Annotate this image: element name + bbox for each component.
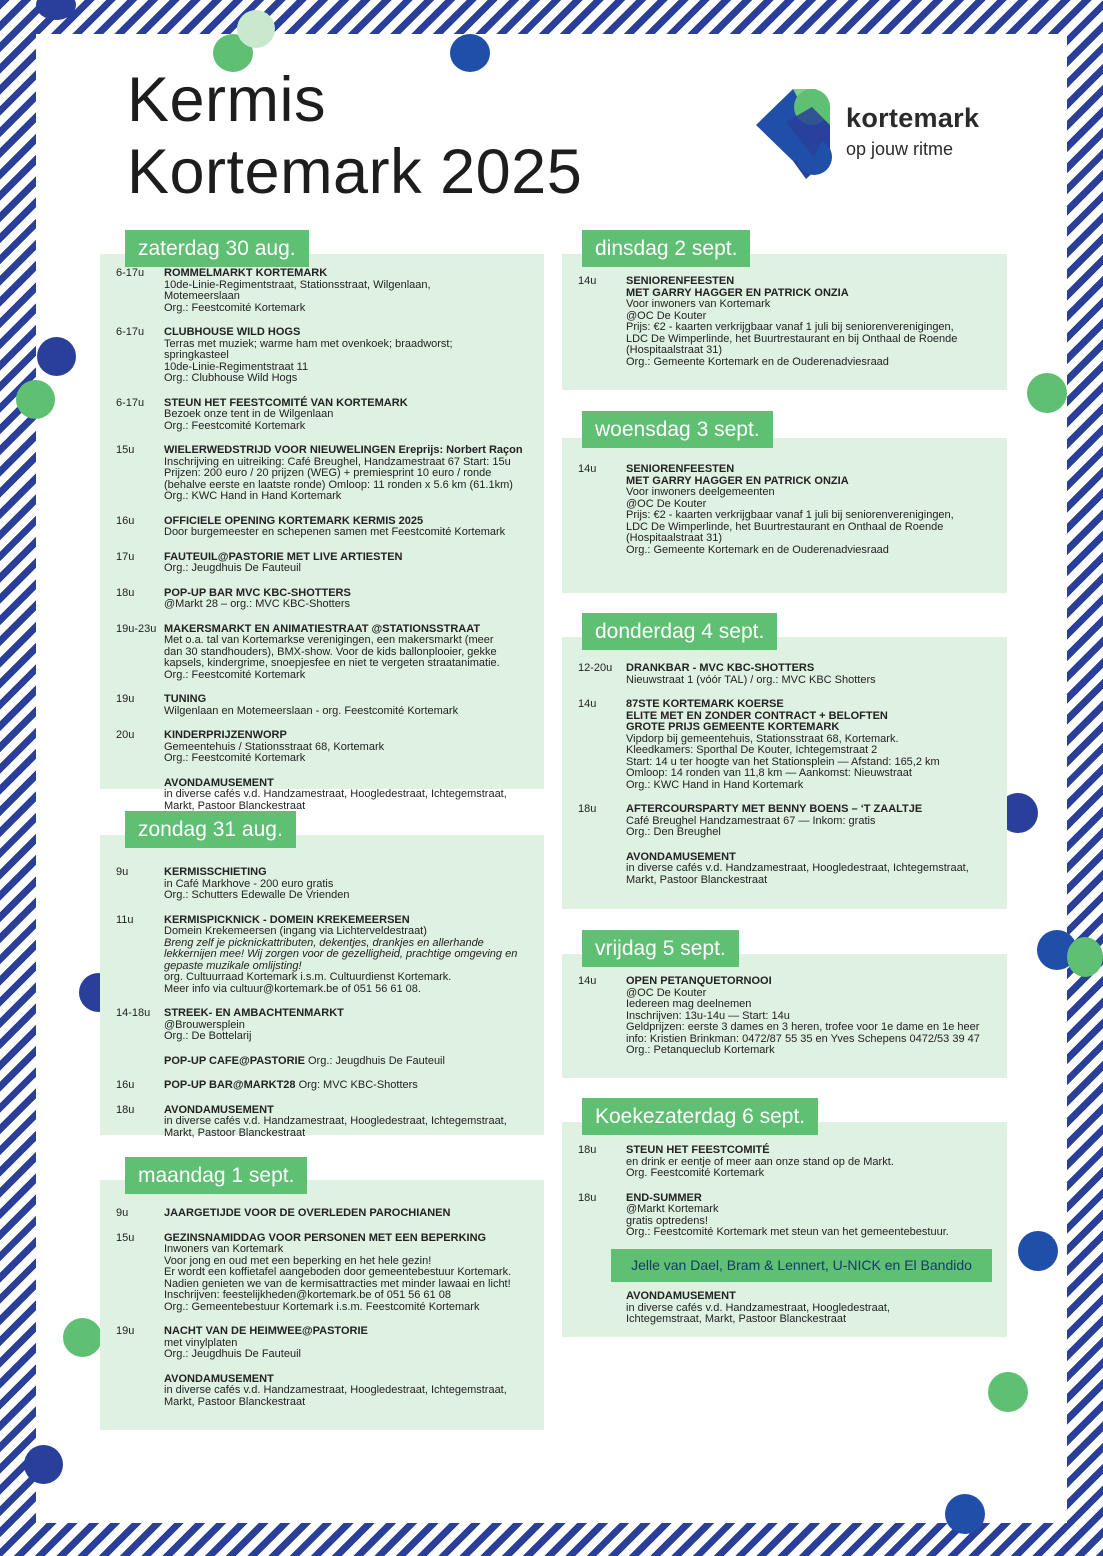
event-item (116, 1374, 546, 1409)
decor-dot (1027, 373, 1067, 413)
event-name: STREEK- EN AMBACHTENMARKT (164, 1007, 344, 1019)
event-name: TUNING (164, 693, 207, 705)
event-desc: Voor inwoners deelgemeenten @OC De Kouter Prijs: €2 - kaarten verkrijgbaar vanaf 1 juli bij seniorenverenigingen, LDC De Wimperlinde, het Buurtrestaurant en Onthaal de Roende (Hospitaalstraat 31) Org.: Gemeente Kortemark en de Ouderenadviesraad (626, 486, 954, 556)
decor-dot (1018, 1231, 1058, 1271)
event-time: 14-18u (116, 1007, 151, 1019)
event-item (116, 867, 546, 902)
event-desc: met vinylplaten Org.: Jeugdhuis De Fauteuil (164, 1336, 301, 1360)
event-time: 18u (116, 1103, 135, 1116)
event-name: GEZINSNAMIDDAG VOOR PERSONEN MET EEN BEPERKING (164, 1231, 487, 1244)
event-desc: @Markt 28 – org.: MVC KBC-Shotters (164, 598, 351, 610)
event-desc-italic: Breng zelf je picknickattributen, dekentjes, drankjes en allerhande lekkernijen mee! Wij zorgen voor de gezelligheid, prachtige omgeving en gepaste muzikale omlijsting! (164, 936, 518, 972)
event-desc-extra: org. Cultuurraad Kortemark i.s.m. Cultuurdienst Kortemark. Meer info via cultuur@kortemark.be of 051 56 61 08. (164, 971, 452, 995)
event-item (116, 730, 546, 765)
event-name: AVONDAMUSEMENT (626, 850, 736, 863)
event-item (116, 268, 546, 314)
event-name: OPEN PETANQUETORNOOI (626, 975, 772, 987)
event-time: 19u-23u (116, 622, 157, 635)
event-list-sunday (116, 867, 546, 1152)
event-name: POP-UP BAR MVC KBC-SHOTTERS (164, 586, 351, 599)
event-time: 18u (578, 1144, 597, 1156)
event-name: SENIORENFEESTEN MET GARRY HAGGER EN PATRICK ONZIA (626, 463, 849, 487)
event-desc: Voor inwoners van Kortemark @OC De Kouter Prijs: €2 - kaarten verkrijgbaar vanaf 1 juli bij seniorenverenigingen, LDC De Wimperlinde, het Buurtrestaurant en bij Onthaal de Roende (Hospitaalstraat 31) Org.: Gemeente Kortemark en de Ouderenadviesraad (626, 298, 958, 368)
day-header-tuesday: dinsdag 2 sept. (582, 230, 750, 267)
kortemark-logo (756, 87, 1006, 182)
event-desc: in diverse cafés v.d. Handzamestraat, Hoogledestraat, Ichtegemstraat, Markt, Pastoor Blanckestraat (164, 788, 507, 812)
event-name: KINDERPRIJZENWORP (164, 729, 287, 741)
event-name: SENIORENFEESTEN MET GARRY HAGGER EN PATRICK ONZIA (626, 275, 849, 299)
decor-dot (945, 1494, 985, 1534)
decor-dot (1067, 937, 1103, 977)
event-name: STEUN HET FEESTCOMITÉ VAN KORTEMARK (164, 396, 408, 409)
event-item (578, 699, 1003, 791)
day-header-koekezaterdag: Koekezaterdag 6 sept. (582, 1098, 818, 1135)
poster-title (127, 64, 582, 208)
day-header-sunday: zondag 31 aug. (125, 811, 296, 848)
decor-dot (24, 1445, 63, 1484)
event-time: 14u (578, 698, 597, 710)
event-item (116, 445, 546, 503)
event-desc: Inwoners van Kortemark Voor jong en oud met een beperking en het hele gezin! Er wordt een koffietafel aangeboden door gemeentebestuur Kortemark. Nadien genieten we van de kermisattracties met minder lawaai en licht! Inschrijven: feestelijkheden@kortemark.be of 051 56 61 08 Org.: Gemeentebestuur Kortemark i.s.m. Feestcomité Kortemark (164, 1243, 512, 1313)
event-organizer: Org.: Jeugdhuis De Fauteuil (307, 1054, 445, 1067)
event-desc: @Brouwersplein Org.: De Bottelarij (164, 1018, 252, 1042)
day-header-thursday: donderdag 4 sept. (582, 613, 777, 650)
event-name: DRANKBAR - MVC KBC-SHOTTERS (626, 662, 815, 674)
day-header-friday: vrijdag 5 sept. (582, 930, 739, 967)
event-list-koekezaterdag-closing (578, 1291, 1003, 1339)
event-name: WIELERWEDSTRIJD VOOR NIEUWELINGEN Ereprijs: Norbert Raçon (164, 444, 523, 456)
decor-dot (16, 380, 55, 419)
event-name: FAUTEUIL@PASTORIE MET LIVE ARTIESTEN (164, 550, 403, 563)
event-name: STEUN HET FEESTCOMITÉ (626, 1144, 770, 1156)
event-time: 14u (578, 463, 597, 475)
title-line1: Kermis (127, 65, 327, 135)
event-name: AVONDAMUSEMENT (164, 1372, 274, 1385)
event-name: AVONDAMUSEMENT (626, 1290, 736, 1302)
event-item (116, 694, 546, 717)
event-name: KERMISPICKNICK - DOMEIN KREKEMEERSEN (164, 913, 410, 926)
event-time: 12-20u (578, 662, 613, 674)
event-item (578, 852, 1003, 887)
event-desc: Terras met muziek; warme ham met ovenkoek; braadworst; springkasteel 10de-Linie-Regimentstraat 11 Org.: Clubhouse Wild Hogs (164, 337, 453, 384)
event-item (116, 552, 546, 575)
event-list-thursday (578, 663, 1003, 899)
day-header-wednesday: woensdag 3 sept. (582, 411, 773, 448)
event-item (578, 1145, 1003, 1180)
event-time: 18u (578, 1191, 597, 1204)
event-name-text: POP-UP CAFE@PASTORIE (164, 1054, 305, 1067)
event-name: KERMISSCHIETING (164, 866, 267, 878)
event-time: 18u (116, 586, 135, 599)
event-desc: in diverse cafés v.d. Handzamestraat, Hoogledestraat, Ichtegemstraat, Markt, Pastoor Blanckestraat (626, 862, 969, 886)
event-item (116, 398, 546, 433)
event-time: 16u (116, 514, 135, 527)
event-time: 19u (116, 1325, 135, 1337)
event-name: JAARGETIJDE VOOR DE OVERLEDEN PAROCHIANEN (164, 1207, 451, 1219)
event-name: AFTERCOURSPARTY MET BENNY BOENS – ‘T ZAALTJE (626, 803, 923, 815)
decor-dot (63, 1318, 102, 1357)
event-item (116, 1105, 546, 1140)
event-list-koekezaterdag (578, 1145, 1003, 1252)
event-name: MAKERSMARKT EN ANIMATIESTRAAT @STATIONSSTRAAT (164, 622, 481, 635)
event-list-monday (116, 1208, 546, 1421)
event-item (578, 804, 1003, 839)
event-item (116, 1008, 546, 1043)
event-item (578, 1291, 1003, 1326)
title-line2: Kortemark 2025 (127, 137, 583, 207)
day-header-monday: maandag 1 sept. (125, 1157, 307, 1194)
event-time: 18u (578, 803, 597, 815)
event-item (116, 1080, 546, 1092)
event-desc: Org.: Jeugdhuis De Fauteuil (164, 562, 301, 574)
event-desc: Inschrijving en uitreiking: Café Breughel, Handzamestraat 67 Start: 15u Prijzen: 200 euro / 20 prijzen (WEG) + premiesprint 10 euro / ronde (behalve eerste en laatste ronde) Omloop: 11 ronden x 5.6 km (61.1km) Org.: KWC Hand in Hand Kortemark (164, 455, 513, 502)
event-item (116, 624, 546, 682)
decor-dot (36, 0, 76, 20)
event-name: CLUBHOUSE WILD HOGS (164, 326, 301, 338)
event-list-friday (578, 976, 1003, 1070)
event-time: 6-17u (116, 267, 145, 279)
event-desc: Domein Krekemeersen (ingang via Lichterveldestraat) (164, 925, 427, 937)
event-list-saturday (116, 268, 546, 825)
event-desc: @Markt Kortemark gratis optredens! Org.: Feestcomité Kortemark met steun van het gemeentebestuur. (626, 1203, 949, 1238)
event-item (578, 976, 1003, 1057)
event-time: 9u (116, 1207, 129, 1219)
event-name (164, 1080, 546, 1092)
event-desc: Door burgemeester en schepenen samen met Feestcomité Kortemark (164, 526, 506, 538)
event-name: NACHT VAN DE HEIMWEE@PASTORIE (164, 1325, 368, 1337)
event-time: 15u (116, 1231, 135, 1244)
event-desc: in Café Markhove - 200 euro gratis Org.: Schutters Edewalle De Vrienden (164, 877, 350, 901)
event-item (578, 1193, 1003, 1239)
event-desc: Met o.a. tal van Kortemarkse verenigingen, een makersmarkt (meer dan 30 standhouders), BMX-show. Voor de kids ballonplooier, gekke kapsels, kindergrime, snoepjesfee en niet te vergeten straatanimatie. Org.: Feestcomité Kortemark (164, 634, 500, 681)
event-item (578, 663, 1003, 686)
event-desc: Café Breughel Handzamestraat 67 — Inkom: gratis Org.: Den Breughel (626, 814, 876, 838)
event-organizer: Org: MVC KBC-Shotters (298, 1079, 418, 1091)
event-time: 16u (116, 1079, 135, 1091)
event-name: END-SUMMER (626, 1191, 702, 1204)
event-time: 15u (116, 444, 135, 456)
event-name (164, 1056, 546, 1068)
event-item (116, 588, 546, 611)
event-name: AVONDAMUSEMENT (164, 776, 274, 789)
event-name: 87STE KORTEMARK KOERSE ELITE MET EN ZONDER CONTRACT + BELOFTEN GROTE PRIJS GEMEENTE KORTEMARK (626, 698, 888, 733)
event-time: 14u (578, 975, 597, 987)
event-desc: Nieuwstraat 1 (vóór TAL) / org.: MVC KBC Shotters (626, 673, 876, 686)
event-time: 11u (116, 913, 134, 926)
event-desc: Bezoek onze tent in de Wilgenlaan Org.: Feestcomité Kortemark (164, 408, 334, 432)
event-desc: @OC De Kouter Iedereen mag deelnemen Inschrijven: 13u-14u — Start: 14u Geldprijzen: eerste 3 dames en 3 heren, trofee voor 1e dame en 1e heer info: Kristien Brinkman: 0472/87 55 35 en Yves Schepens 0472/53 39 47 Org.: Petanqueclub Kortemark (626, 986, 980, 1056)
event-item (578, 276, 1003, 368)
event-item (116, 516, 546, 539)
event-desc: Gemeentehuis / Stationsstraat 68, Kortemark Org.: Feestcomité Kortemark (164, 740, 385, 764)
event-list-tuesday (578, 276, 1003, 381)
event-time: 6-17u (116, 396, 145, 409)
event-list-wednesday (578, 464, 1003, 569)
kortemark-logo-icon (756, 87, 840, 182)
event-desc: Wilgenlaan en Motemeerslaan - org. Feestcomité Kortemark (164, 704, 459, 717)
artists-highlight: Jelle van Dael, Bram & Lennert, U-NICK en El Bandido (611, 1249, 992, 1282)
event-item (116, 1056, 546, 1068)
event-time: 9u (116, 866, 129, 878)
event-desc: in diverse cafés v.d. Handzamestraat, Hoogledestraat, Ichtegemstraat, Markt, Pastoor Blanckestraat (626, 1301, 890, 1325)
decor-dot (237, 10, 275, 48)
event-desc: in diverse cafés v.d. Handzamestraat, Hoogledestraat, Ichtegemstraat, Markt, Pastoor Blanckestraat (164, 1115, 507, 1139)
event-time: 17u (116, 550, 135, 563)
event-item (116, 915, 546, 996)
day-header-saturday: zaterdag 30 aug. (125, 230, 309, 267)
event-item (116, 778, 546, 813)
event-time: 20u (116, 729, 135, 741)
event-item (116, 1326, 546, 1361)
event-name-text: POP-UP BAR@MARKT28 (164, 1079, 296, 1091)
event-item (578, 464, 1003, 556)
decor-dot (988, 1372, 1028, 1412)
event-time: 14u (578, 275, 597, 287)
event-name: AVONDAMUSEMENT (164, 1103, 274, 1116)
event-item (116, 1208, 546, 1220)
logo-tagline: op jouw ritme (846, 139, 954, 159)
logo-wordmark: kortemark (846, 103, 980, 133)
event-time: 6-17u (116, 326, 145, 338)
event-item (116, 327, 546, 385)
decor-dot (37, 337, 76, 376)
event-desc: in diverse cafés v.d. Handzamestraat, Hoogledestraat, Ichtegemstraat, Markt, Pastoor Blanckestraat (164, 1384, 507, 1408)
event-time: 19u (116, 693, 135, 705)
event-desc: Vipdorp bij gemeentehuis, Stationsstraat 68, Kortemark. Kleedkamers: Sporthal De Kouter, Ichtegemstraat 2 Start: 14 u ter hoogte van het Stationsplein — Afstand: 165,2 km Omloop: 14 ronden van 11,8 km — Aankomst: Nieuwstraat Org.: KWC Hand in Hand Kortemark (626, 732, 940, 791)
event-name: ROMMELMARKT KORTEMARK (164, 267, 328, 279)
event-desc: 10de-Linie-Regimentstraat, Stationsstraat, Wilgenlaan, Motemeerslaan Org.: Feestcomité Kortemark (164, 278, 431, 314)
event-desc: en drink er eentje of meer aan onze stand op de Markt. Org. Feestcomité Kortemark (626, 1155, 894, 1179)
event-item (116, 1233, 546, 1314)
event-name: OFFICIELE OPENING KORTEMARK KERMIS 2025 (164, 514, 424, 527)
